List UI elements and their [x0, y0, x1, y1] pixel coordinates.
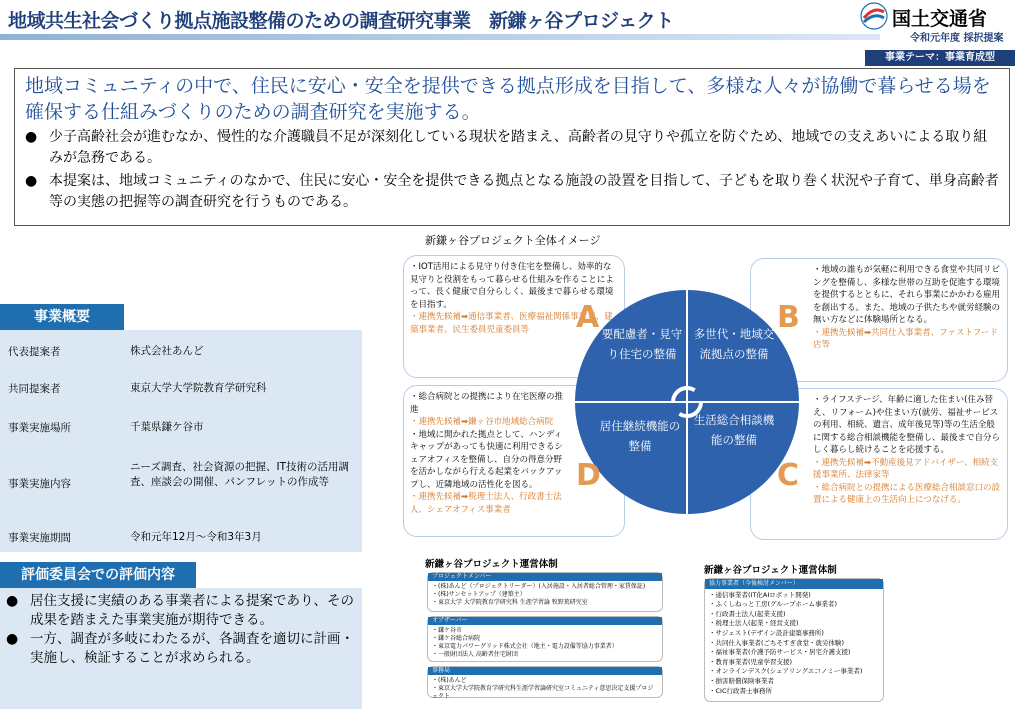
- overview-row: 共同提案者 東京大学大学院教育学研究科: [8, 382, 267, 395]
- org-left-title: 新鎌ヶ谷プロジェクト運営体制: [425, 559, 558, 570]
- summary-bullet: ● 少子高齢社会が進むなか、慢性的な介護職員不足が深刻化している現状を踏まえ、高齢者の見守りや孤立を防ぐため、地域での支えあいによる取り組みが急務である。: [25, 129, 988, 166]
- page-title: 地域共生社会づくり拠点施設整備のための調査研究事業 新鎌ヶ谷プロジェクト: [8, 10, 674, 32]
- quadrant-d-label: 居住継続機能の整備: [599, 419, 681, 453]
- overview-row: 代表提案者 株式会社あんど: [8, 345, 204, 358]
- evaluation-bullet: ● 一方、調査が多岐にわたるが、各調査を適切に計画・実施し、検証することが求められる。: [6, 631, 354, 666]
- overview-panel: [0, 330, 362, 552]
- theme-badge: 事業テーマ：事業育成型: [865, 50, 1015, 66]
- title-underline: [0, 34, 880, 40]
- box-d: ・総合病院との提携により在宅医療の推進 ・連携先候補➡鎌ヶ谷市地域総合病院 ・地域に開かれた拠点として、ハンディキャップがあっても快適に利用できるシェアオフィスを整備し、自分の得意分野を活かしながら行える起業をバックアップし、近隣地域の活性化を図る。 ・連携先候補➡税理士法人、行政書士法人、シェアオフィス事業者: [403, 385, 625, 537]
- overview-row: 事業実施内容 ニーズ調査、社会資源の把握、IT技術の活用調査、座談会の開催、パンフレットの作成等: [8, 461, 349, 490]
- summary-box: [14, 68, 1010, 226]
- evaluation-heading: 評価委員会での評価内容: [0, 562, 196, 588]
- mlit-logo-icon: [860, 2, 888, 30]
- quadrant-c-label: 生活総合相談機能の整備: [693, 413, 775, 447]
- org-group-secretariat: 事務局 ・(株)あんど ・東京大学大学院教育学研究科生涯学習論研究室コミュニティ意思決定支援プロジェクト: [427, 666, 663, 698]
- org-group-partners: 協力事業者（今後検討メンバー） ・通信事業者(IT化AIロボット開発) ・ふくしねっと工房(グループホーム事業者) ・行政書士法人(起業支援) ・税理士法人(起業・経営支援) ・サジェスト(デザイン設計建築事務所) ・共同仕入事業者(ごちそすぎ食堂・就労体験) ・福祉事業者(介護予防サービス・居宅介護支援) ・教育事業者(児童学習支援) ・オンラインデスク(シェアリングエコノミー事業者) ・損害賠償保険事業者 ・CIC行政書士事務所: [704, 578, 884, 702]
- ministry-name: 国土交通省: [892, 8, 988, 30]
- box-c: ・ライフステージ、年齢に適した住まい(住み替え、リフォーム)や住まい方(就労、福祉サービスの利用、相続、遺言、成年後見等)等の生活全般に関する総合相談機能を整備し、最後まで自分らしく暮らし続けることを応援する。 ・連携先候補➡不動産後見アドバイザー、相続支援事業所、法律家等 ・総合病院との提携による医療総合相談窓口の設置による健康上の生活向上につなげる。: [750, 388, 1008, 540]
- org-group-observers: オブザーバー ・鎌ケ谷市 ・鎌ケ谷総合病院 ・東京電力パワーグリッド株式会社（地主・電力設備等協力事業者） ・一般財団法人 高齢者住宅財団: [427, 616, 663, 662]
- summary-headline: 地域コミュニティの中で、住民に安心・安全を提供できる拠点形成を目指して、多様な人々が協働で暮らせる場を確保する仕組みづくりのための調査研究を実施する。: [25, 75, 991, 123]
- letter-a: A: [576, 300, 600, 335]
- evaluation-bullet: ● 居住支援に実績のある事業者による提案であり、その成果を踏まえた事業実施が期待できる。: [6, 593, 354, 628]
- overview-row: 事業実施場所 千葉県鎌ケ谷市: [8, 421, 204, 434]
- ministry-logo-block: [860, 2, 1020, 44]
- box-b: ・地域の誰もが気軽に利用できる食堂や共同リビングを整備し、多様な世帯の互助を促進する環境を提供するとともに、それら事業にかかわる雇用を創出する。また、地域の子供たちや就労経験の無い方などに体験場所となる。 ・連携先候補➡共同仕入事業者、ファストフード店等: [750, 258, 1008, 382]
- cycle-arrows-icon: [667, 382, 707, 422]
- overview-row: 事業実施期間 令和元年12月～令和3年3月: [8, 531, 262, 544]
- org-group-members: プロジェクトメンバー ・(株)あんど（プロジェクトリーダー）(入居施設・入居者総合管理・家賃保証) ・(株)サンセットアップ（建築主） ・東京大学 大学院教育学研究科 生涯学習論 牧野篤研究室: [427, 572, 663, 612]
- letter-d: D: [576, 458, 601, 493]
- diagram-title: 新鎌ヶ谷プロジェクト全体イメージ: [425, 234, 601, 247]
- overview-heading: 事業概要: [0, 304, 124, 330]
- quadrant-b-label: 多世代・地域交流拠点の整備: [693, 327, 775, 361]
- ministry-subtitle: 令和元年度 採択提案: [910, 33, 1004, 44]
- box-a: ・IOT活用による見守り付き住宅を整備し、効率的な見守りと役割をもって暮らせる仕組みを作ることによって、長く健康で自分らしく、最後まで暮らせる環境を目指す。 ・連携先候補➡通信事業者、医療福祉関係事業者、建築事業者、民生委員児童委員等: [403, 255, 625, 378]
- evaluation-panel: [0, 588, 362, 709]
- org-right-title: 新鎌ヶ谷プロジェクト運営体制: [704, 565, 837, 576]
- letter-b: B: [777, 300, 800, 335]
- letter-c: C: [777, 458, 800, 493]
- quadrant-circle: [575, 290, 799, 514]
- summary-bullet: ● 本提案は、地域コミュニティのなかで、住民に安心・安全を提供できる拠点となる施設の設置を目指して、子どもを取り巻く状況や子育て、単身高齢者等の実態の把握等の調査研究を行うものである。: [25, 173, 999, 210]
- quadrant-a-label: 要配慮者・見守り住宅の整備: [601, 327, 683, 361]
